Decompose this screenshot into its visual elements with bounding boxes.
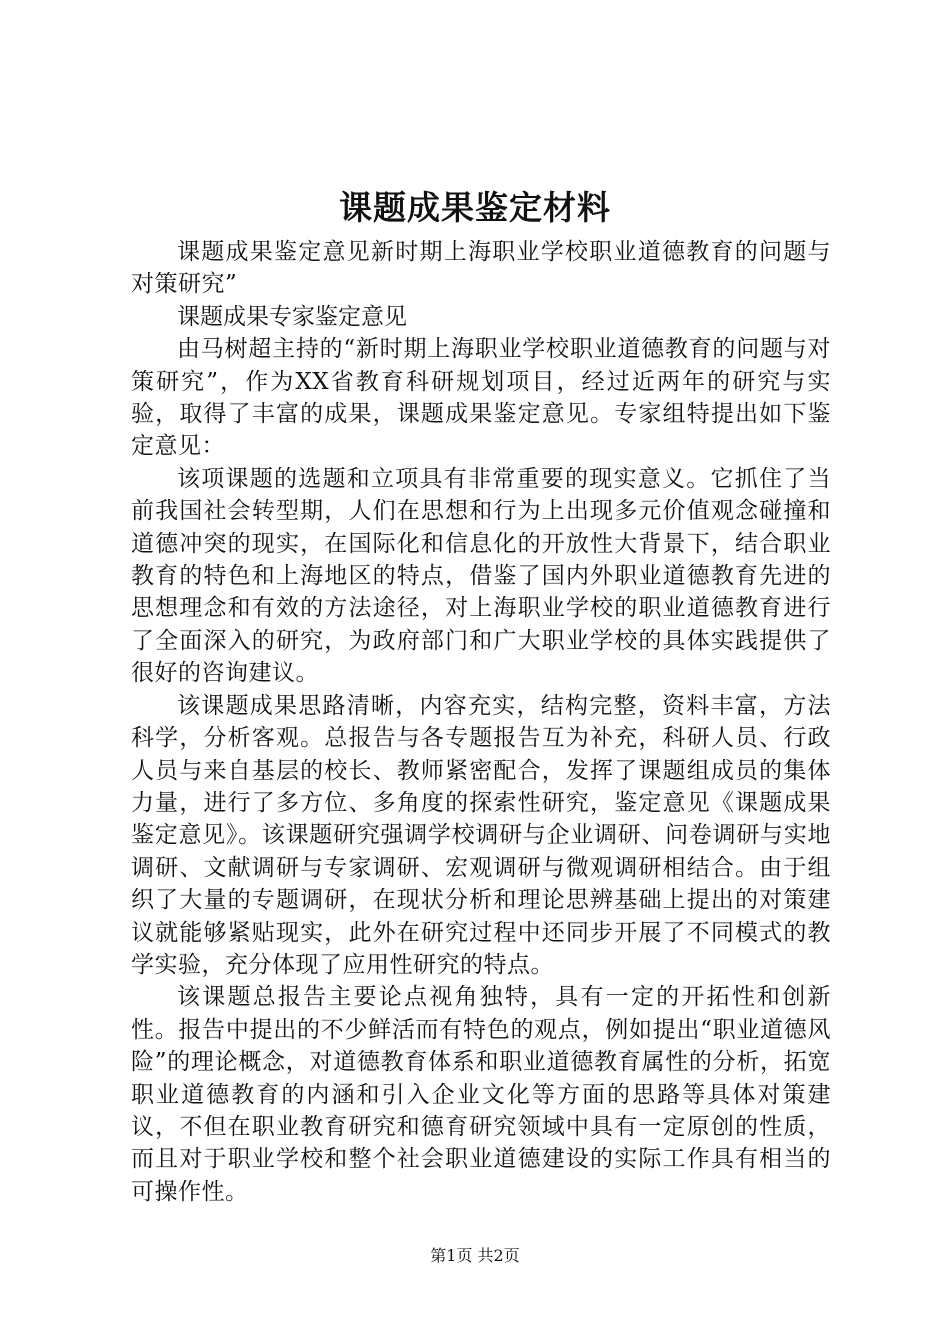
document-title: 课题成果鉴定材料 <box>339 188 611 227</box>
paragraph-significance: 该项课题的选题和立项具有非常重要的现实意义。它抓住了当前我国社会转型期，人们在思想和行为上出现多元价值观念碰撞和道德冲突的现实，在国际化和信息化的开放性大背景下，结合职业教育的特色和上海地区的特点，借鉴了国内外职业道德教育先进的思想理念和有效的方法途径，对上海职业学校的职业道德教育进行了全面深入的研究，为政府部门和广大职业学校的具体实践提供了很好的咨询建议。 <box>131 465 831 687</box>
paragraph-innovation: 该课题总报告主要论点视角独特，具有一定的开拓性和创新性。报告中提出的不少鲜活而有特色的观点，例如提出“职业道德风险”的理论概念，对道德教育体系和职业道德教育属性的分析，拓宽职业道德教育的内涵和引入企业文化等方面的思路等具体对策建议，不但在职业教育研究和德育研究领域中具有一定原创的性质，而且对于职业学校和整个社会职业道德建设的实际工作具有相当的可操作性。 <box>131 984 831 1205</box>
paragraph-method: 该课题成果思路清晰，内容充实，结构完整，资料丰富，方法科学，分析客观。总报告与各专题报告互为补充，科研人员、行政人员与来自基层的校长、教师紧密配合，发挥了课题组成员的集体力量，进行了多方位、多角度的探索性研究，鉴定意见《课题成果鉴定意见》。该课题研究强调学校调研与企业调研、问卷调研与实地调研、文献调研与专家调研、宏观调研与微观调研相结合。由于组织了大量的专题调研，在现状分析和理论思辨基础上提出的对策建议就能够紧贴现实，此外在研究过程中还同步开展了不同模式的教学实验，充分体现了应用性研究的特点。 <box>131 692 831 978</box>
paragraph-heading: 课题成果专家鉴定意见 <box>177 303 407 330</box>
paragraph-project: 由马树超主持的“新时期上海职业学校职业道德教育的问题与对策研究”，作为XX省教育科研规划项目，经过近两年的研究与实验，取得了丰富的成果，课题成果鉴定意见。专家组特提出如下鉴定意见： <box>131 336 831 460</box>
document-body <box>131 236 831 1208</box>
paragraph-intro: 课题成果鉴定意见新时期上海职业学校职业道德教育的问题与对策研究” <box>131 239 831 298</box>
page-number-footer: 第1页 共2页 <box>430 1246 520 1265</box>
